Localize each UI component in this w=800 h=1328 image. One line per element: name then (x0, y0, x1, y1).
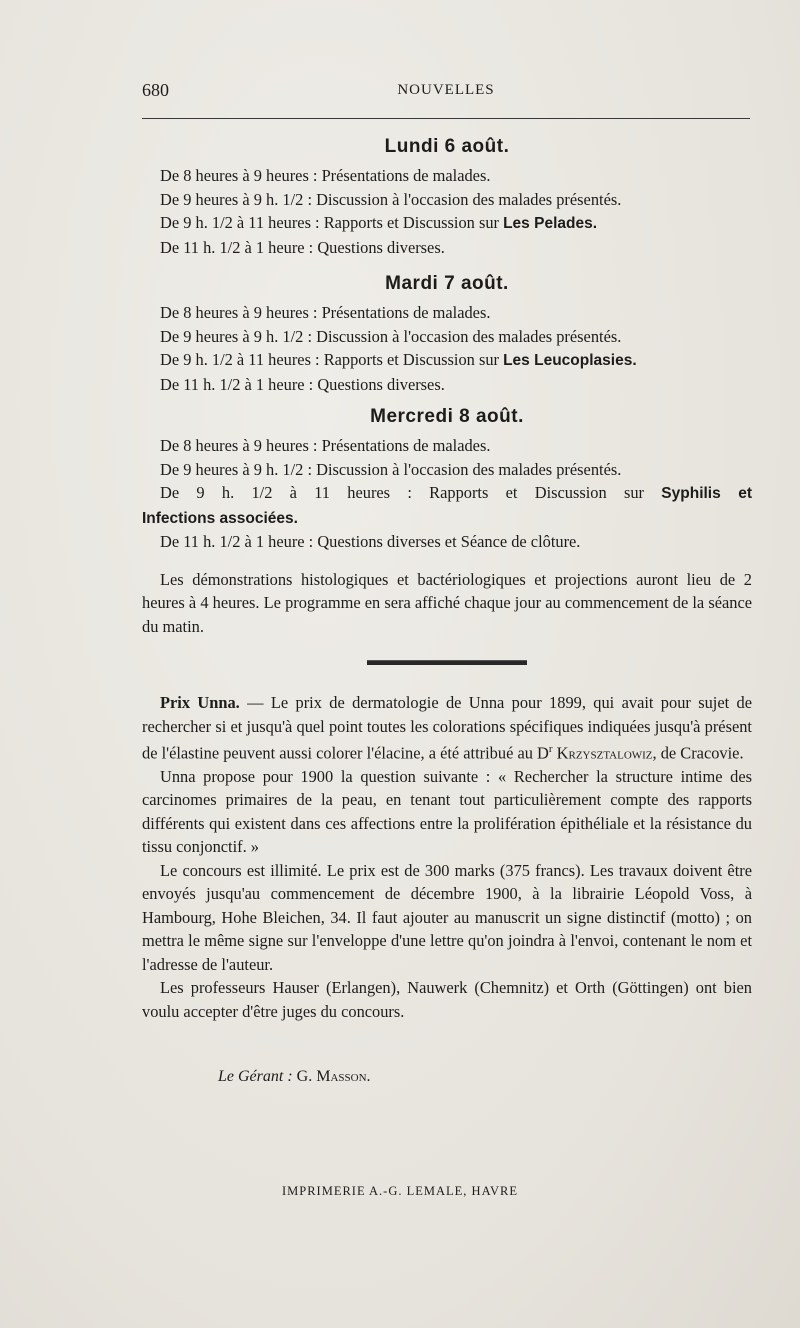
printer-imprint: IMPRIMERIE A.-G. LEMALE, HAVRE (281, 1184, 519, 1198)
topic-name: Les Pelades. (503, 215, 598, 232)
schedule-line: De 9 heures à 9 h. 1/2 : Discussion à l'occasion des malades présentés. (160, 189, 622, 209)
schedule-topic-continuation (142, 506, 752, 531)
prize-text: — Le prix de dermatologie de Unna pour 1899, qui avait pour sujet de rechercher si et jusqu'à quel point toutes les colorations spécifiques indiquées jusqu'à présent de l'élastine peuvent aussi colorer l'élacine, a été attribué au D (142, 693, 752, 763)
schedule-line: De 8 heures à 9 heures : Présentations de malades. (160, 166, 491, 185)
prize-text-end: , de Cracovie. (652, 743, 744, 763)
schedule-line: De 11 h. 1/2 à 1 heure : Questions diverses. (160, 374, 445, 394)
day-title-mardi: Mardi 7 août. (385, 273, 509, 294)
page-number: 680 (142, 80, 169, 100)
signature-name: Masson (316, 1068, 367, 1085)
doctor-sup: r (548, 743, 553, 755)
signature-initial: G. (296, 1068, 317, 1085)
schedule-topic-line (142, 211, 752, 236)
topic-prefix: De 9 h. 1/2 à 11 heures : Rapports et Discussion sur (160, 350, 504, 369)
day-title-lundi: Lundi 6 août. (384, 136, 510, 157)
main-content (142, 130, 752, 1023)
signature-label: Le Gérant : (218, 1068, 293, 1085)
schedule-line: De 8 heures à 9 heures : Présentations de malades. (160, 303, 491, 322)
schedule-topic-line (142, 348, 752, 373)
schedule-line: De 8 heures à 9 heures : Présentations de malades. (160, 436, 491, 455)
prize-paragraph-1 (142, 691, 752, 765)
schedule-line: De 9 heures à 9 h. 1/2 : Discussion à l'occasion des malades présentés. (160, 459, 622, 479)
topic-prefix: De 9 h. 1/2 à 11 heures : Rapports et Discussion sur (160, 483, 662, 502)
topic-name-cont: Infections associées. (142, 509, 298, 527)
laureate-name: Krzysztalowiz (556, 743, 653, 763)
topic-name: Syphilis et (661, 485, 753, 502)
prize-heading: Prix Unna. (160, 693, 240, 712)
demonstrations-paragraph: Les démonstrations histologiques et bactériologiques et projections auront lieu de 2 heures à 4 heures. Le programme en sera affiché chaque jour au commencement de la séance du matin. (142, 569, 752, 636)
signature-end: . (366, 1068, 371, 1085)
page-header (142, 80, 750, 108)
topic-prefix: De 9 h. 1/2 à 11 heures : Rapports et Discussion sur (160, 213, 504, 232)
prize-paragraph-2: Unna propose pour 1900 la question suivante : « Rechercher la structure intime des carcinomes primaires de la peau, en tenant tout particulièrement compte des rapports différents qui existent dans ces affections entre la prolifération épithéliale et la résistance du tissu conjonctif. » (142, 766, 752, 857)
header-rule (142, 118, 750, 119)
day-title-mercredi: Mercredi 8 août. (370, 406, 524, 427)
prize-paragraph-3: Le concours est illimité. Le prix est de 300 marks (375 francs). Les travaux doivent être envoyés jusqu'au commencement de décembre 1900, à la librairie Léopold Voss, à Hambourg, Hohe Bleichen, 34. Il faut ajouter au manuscrit un signe distinctif (motto) ; on mettra le même signe sur l'enveloppe d'une lettre qu'on joindra à l'envoi, contenant le nom et l'adresse de l'auteur. (142, 860, 752, 974)
signature (218, 1068, 371, 1086)
topic-name: Les Leucoplasies. (503, 352, 637, 369)
schedule-line: De 11 h. 1/2 à 1 heure : Questions diverses et Séance de clôture. (160, 532, 581, 551)
schedule-line: De 9 heures à 9 h. 1/2 : Discussion à l'occasion des malades présentés. (160, 326, 622, 346)
schedule-topic-line (142, 481, 752, 506)
section-divider (367, 660, 527, 665)
prize-paragraph-4: Les professeurs Hauser (Erlangen), Nauwerk (Chemnitz) et Orth (Göttingen) ont bien voulu accepter d'être juges du concours. (142, 978, 752, 1021)
running-head: NOUVELLES (397, 82, 495, 98)
schedule-line: De 11 h. 1/2 à 1 heure : Questions diverses. (160, 237, 445, 257)
